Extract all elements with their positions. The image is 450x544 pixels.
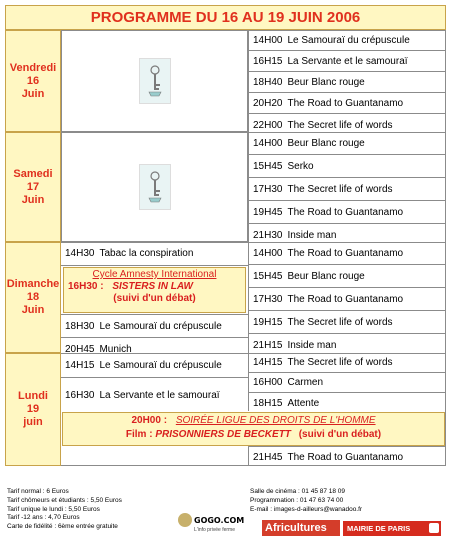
day-date: 18 xyxy=(26,291,40,303)
screen-2-sunday xyxy=(248,242,446,353)
amnesty-note: (suivi d'un débat) xyxy=(113,293,196,304)
key-photo-icon xyxy=(139,164,171,210)
screening-row: 18H15 Attente xyxy=(253,397,320,409)
screening-row: 16H00 Carmen xyxy=(249,373,446,393)
screen-2-saturday xyxy=(248,132,446,242)
day-name: Vendredi xyxy=(9,61,57,74)
contact-line: Salle de cinéma : 01 45 87 18 09 xyxy=(250,488,346,495)
mairie-de-paris-logo: MAIRIE DE PARIS xyxy=(343,521,441,536)
day-dimanche xyxy=(5,242,61,353)
day-vendredi xyxy=(5,30,61,132)
ligue-event-box xyxy=(62,412,445,446)
paris-flag-icon xyxy=(429,523,439,533)
screening-row: 17H30 The Road to Guantanamo xyxy=(249,288,446,311)
amnesty-screening: 16H30 : SISTERS IN LAW xyxy=(68,281,193,292)
screen-1-sunday xyxy=(61,242,248,353)
day-month: juin xyxy=(23,416,43,428)
day-date: 17 xyxy=(26,180,40,193)
movie-photo-cell xyxy=(61,132,248,242)
screen-1-monday xyxy=(61,353,248,411)
screening-row: 18H30 Le Samouraï du crépuscule xyxy=(61,314,248,338)
day-month: Juin xyxy=(21,304,45,316)
screening-row: 20H20 The Road to Guantanamo xyxy=(249,93,446,114)
screening-row: 20H45 Munich xyxy=(65,343,132,355)
day-name: Dimanche xyxy=(6,278,60,290)
screening-row: 15H45 Beur Blanc rouge xyxy=(249,265,446,288)
screen-2-monday-late xyxy=(248,446,446,466)
tarif-line: Tarif -12 ans : 4,70 Euros xyxy=(7,514,80,522)
tarif-line: Carte de fidélité : 6ème entrée gratuite xyxy=(7,523,118,531)
screen-2-monday xyxy=(248,353,446,411)
programme-title: PROGRAMME DU 16 AU 19 JUIN 2006 xyxy=(5,5,446,30)
screening-row: 14H00 Le Samouraï du crépuscule xyxy=(249,30,446,51)
day-lundi xyxy=(5,353,61,466)
amnesty-event-box xyxy=(63,267,246,313)
screening-row: 18H40 Beur Blanc rouge xyxy=(249,72,446,93)
tarif-list xyxy=(7,488,187,532)
screening-row: 14H00 Beur Blanc rouge xyxy=(249,132,446,155)
screening-row: 14H30 Tabac la conspiration xyxy=(61,242,248,266)
day-date: 16 xyxy=(26,74,40,87)
contact-line: E-mail : images-d-ailleurs@wanadoo.fr xyxy=(250,505,363,513)
contact-line: Programmation : 01 47 63 74 00 xyxy=(250,496,344,504)
screening-row: 19H15 The Secret life of words xyxy=(249,311,446,334)
day-samedi xyxy=(5,132,61,242)
day-month: Juin xyxy=(21,193,45,206)
africultures-logo: Africultures xyxy=(262,520,340,536)
day-month: Juin xyxy=(21,87,45,100)
screening-row: 16H30 La Servante et le samouraï xyxy=(65,389,220,401)
tarif-line: Tarif normal : 6 Euros xyxy=(7,488,69,495)
screening-row: 19H45 The Road to Guantanamo xyxy=(249,201,446,224)
screening-row: 14H15 Le Samouraï du crépuscule xyxy=(61,353,248,378)
screening-row: 17H30 The Secret life of words xyxy=(249,178,446,201)
screening-row: 14H00 The Road to Guantanamo xyxy=(249,242,446,265)
ligue-line2: Film : PRISONNIERS DE BECKETT (suivi d'un débat) xyxy=(125,429,382,440)
key-photo-icon xyxy=(139,58,171,104)
amnesty-cycle: Cycle Amnesty International xyxy=(92,269,217,280)
movie-photo-cell xyxy=(61,30,248,132)
screening-row: 21H45 The Road to Guantanamo xyxy=(253,451,404,463)
gogo-logo-icon xyxy=(178,513,192,527)
contact-list xyxy=(250,488,440,514)
day-date: 19 xyxy=(26,403,40,415)
screening-row: 21H30 Inside man xyxy=(253,229,337,241)
screening-row: 14H15 The Secret life of words xyxy=(249,353,446,373)
screening-row: 22H00 The Secret life of words xyxy=(253,119,393,131)
screening-row: 21H15 Inside man xyxy=(253,340,337,351)
gogo-logo: GOGO.COM L'info privée ferme xyxy=(178,513,248,539)
day-name: Samedi xyxy=(13,167,53,180)
ligue-line1: 20H00 : SOIRÉE LIGUE DES DROITS DE L'HOMME xyxy=(131,415,376,426)
screening-row: 15H45 Serko xyxy=(249,155,446,178)
tarif-line: Tarif chômeurs et étudiants : 5,50 Euros xyxy=(7,496,122,504)
screen-2-friday xyxy=(248,30,446,132)
day-name: Lundi xyxy=(18,390,48,402)
tarif-line: Tarif unique le lundi : 5,50 Euros xyxy=(7,505,100,513)
screening-row: 16H15 La Servante et le samouraï xyxy=(249,51,446,72)
